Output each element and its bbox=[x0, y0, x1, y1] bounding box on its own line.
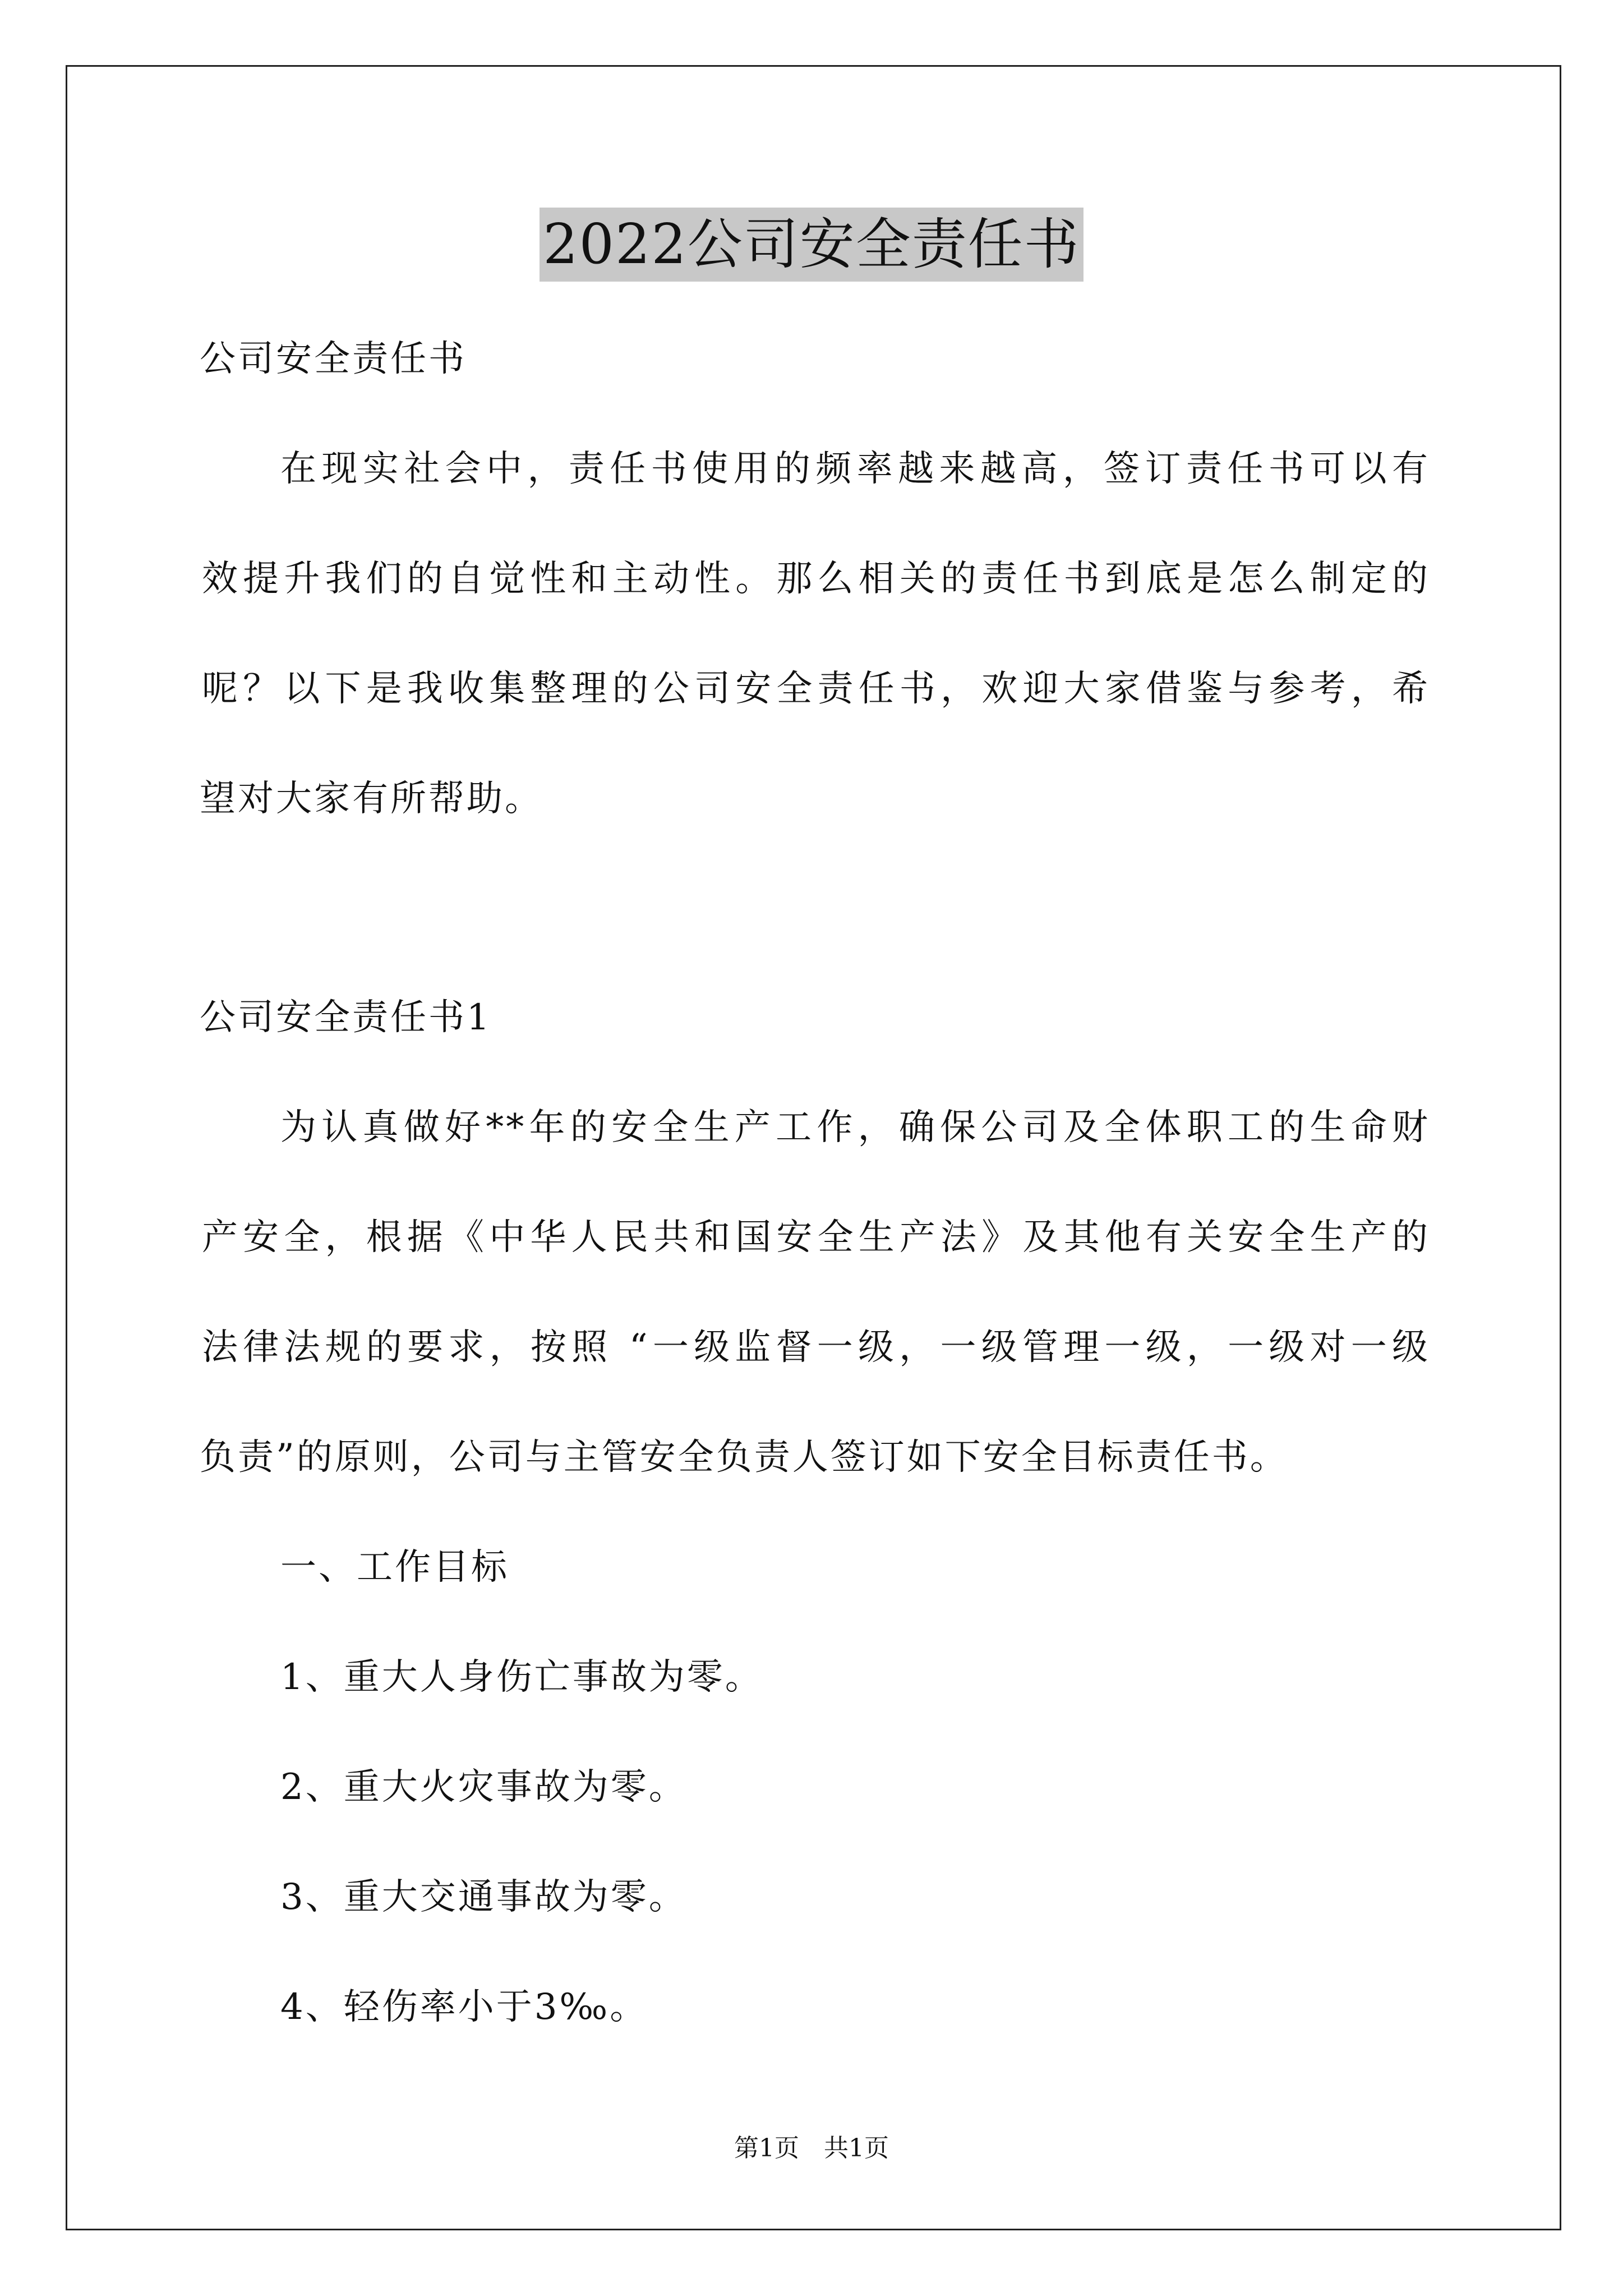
section-subheading: 一、工作目标 bbox=[280, 1547, 509, 1588]
goal-item-2: 2、重大火灾事故为零。 bbox=[280, 1766, 687, 1808]
title-container bbox=[0, 208, 1623, 282]
page-footer: 第1页 共1页 bbox=[734, 2134, 889, 2162]
document-title: 2022公司安全责任书 bbox=[540, 208, 1083, 282]
goal-item-4: 4、轻伤率小于3‰。 bbox=[280, 1986, 648, 2028]
section1-line-3: 法律法规的要求，按照 “一级监督一级，一级管理一级，一级对一级 bbox=[202, 1327, 1430, 1368]
goal-item-3: 3、重大交通事故为零。 bbox=[280, 1876, 687, 1918]
goal-item-1: 1、重大人身伤亡事故为零。 bbox=[280, 1657, 763, 1698]
intro-line-4: 望对大家有所帮助。 bbox=[200, 778, 543, 820]
section1-heading: 公司安全责任书1 bbox=[200, 997, 492, 1038]
intro-line-2: 效提升我们的自觉性和主动性。那么相关的责任书到底是怎么制定的 bbox=[202, 558, 1430, 600]
intro-heading: 公司安全责任书 bbox=[200, 338, 467, 380]
section1-line-2: 产安全，根据《中华人民共和国安全生产法》及其他有关安全生产的 bbox=[202, 1217, 1430, 1258]
intro-line-3: 呢？以下是我收集整理的公司安全责任书，欢迎大家借鉴与参考，希 bbox=[202, 668, 1430, 710]
intro-line-1: 在现实社会中，责任书使用的频率越来越高，签订责任书可以有 bbox=[280, 448, 1430, 490]
section1-line-4: 负责”的原则，公司与主管安全负责人签订如下安全目标责任书。 bbox=[200, 1437, 1288, 1478]
section1-line-1: 为认真做好**年的安全生产工作，确保公司及全体职工的生命财 bbox=[280, 1107, 1430, 1148]
